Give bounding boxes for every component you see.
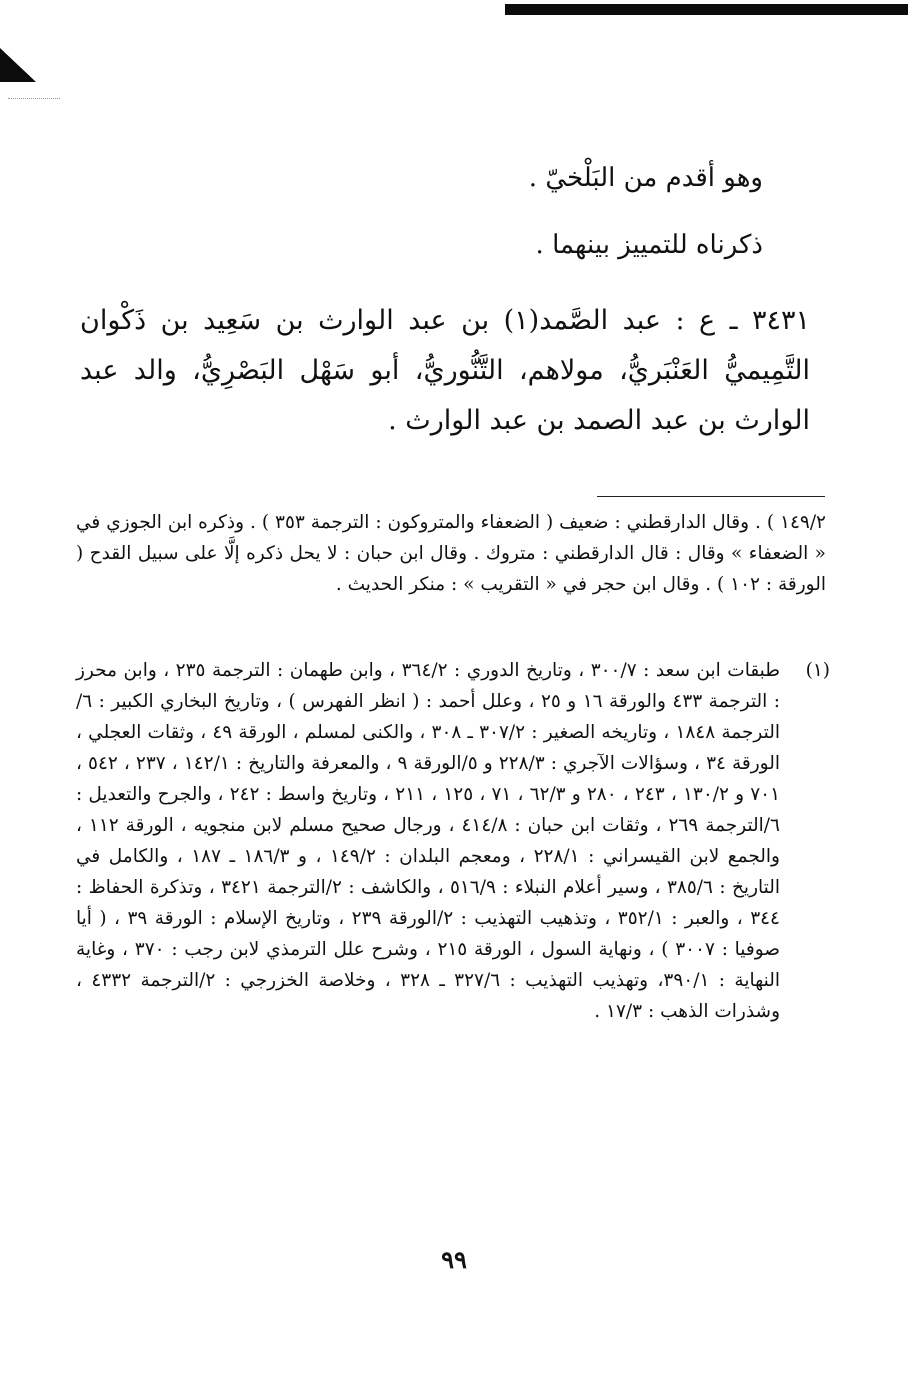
footnote-1-text: طبقات ابن سعد : ٣٠٠/٧ ، وتاريخ الدوري : ٣٦٤/٢ ، وابن طهمان : الترجمة ٢٣٥ ، وابن محرز : الترجمة ٤٣٣ والورقة ١٦ و ٢٥ ، وعلل أحمد : ( انظر الفهرس ) ، وتاريخ البخاري الكبير : ٦/الترجمة ١٨٤٨ ، وتاريخه الصغير : ٣٠٧/٢ ـ ٣٠٨ ، والكنى لمسلم ، الورقة ٤٩ ، وثقات العجلي ، الورقة ٣٤ ، وسؤالات الآجري : ٢٢٨/٣ و ٥/الورقة ٩ ، والمعرفة والتاريخ : ١٤٢/١ ، ٢٣٧ ، ٥٤٢ ، ٧٠١ و ١٣٠/٢ ، ٢٤٣ ، ٢٨٠ و ٦٢/٣ ، ٧١ ، ١٢٥ ، ٢١١ ، وتاريخ واسط : ٢٤٢ ، والجرح والتعديل : ٦/الترجمة ٢٦٩ ، وثقات ابن حبان : ٤١٤/٨ ، ورجال صحيح مسلم لابن منجويه ، الورقة ١١٢ ، والجمع لابن القيسراني : ٢٢٨/١ ، ومعجم البلدان : ١٤٩/٢ ، و ١٨٦/٣ ـ ١٨٧ ، والكامل في التاريخ : ٣٨٥/٦ ، وسير أعلام النبلاء : ٥١٦/٩ ، والكاشف : ٢/الترجمة ٣٤٢١ ، وتذكرة الحفاظ : ٣٤٤ ، والعبر : ٣٥٢/١ ، وتذهيب التهذيب : ٢/الورقة ٢٣٩ ، وتاريخ الإسلام : الورقة ٣٩ ، ( أيا صوفيا : ٣٠٠٧ ) ، ونهاية السول ، الورقة ٢١٥ ، وشرح علل الترمذي لابن رجب : ٣٧٠ ، وغاية النهاية : ٣٩٠/١، وتهذيب التهذيب : ٣٢٧/٦ ـ ٣٢٨ ، وخلاصة الخزرجي : ٢/الترجمة ٤٣٣٢ ، وشذرات الذهب : ١٧/٣ . [76, 660, 781, 1022]
page-number: ٩٩ [441, 1245, 467, 1274]
biography-entry: ٣٤٣١ ـ ع : عبد الصَّمد(١) بن عبد الوارث بن سَعِيد بن ذَكْوان التَّمِيميُّ العَنْبَريُّ، مولاهم، التَّنُّوريُّ، أبو سَهْل البَصْرِيُّ، والد عبد الوارث بن عبد الصمد بن عبد الوارث . [80, 305, 810, 436]
text-line-2: ذكرناه للتمييز بينهما . [535, 230, 763, 260]
text-line-1: وهو أقدم من البَلْخيّ . [528, 163, 763, 193]
footnote-1 [76, 655, 830, 1027]
footnote-1-marker: (١) [805, 660, 830, 681]
footnote-separator [597, 496, 825, 497]
footnote-continuation: ١٤٩/٢ ) . وقال الدارقطني : ضعيف ( الضعفاء والمتروكون : الترجمة ٣٥٣ ) . وذكره ابن الجوزي في « الضعفاء » وقال : قال الدارقطني : متروك . وقال ابن حبان : لا يحل ذكره إلَّا على سبيل القدح ( الورقة : ١٠٢ ) . وقال ابن حجر في « التقريب » : منكر الحديث . [76, 512, 826, 595]
